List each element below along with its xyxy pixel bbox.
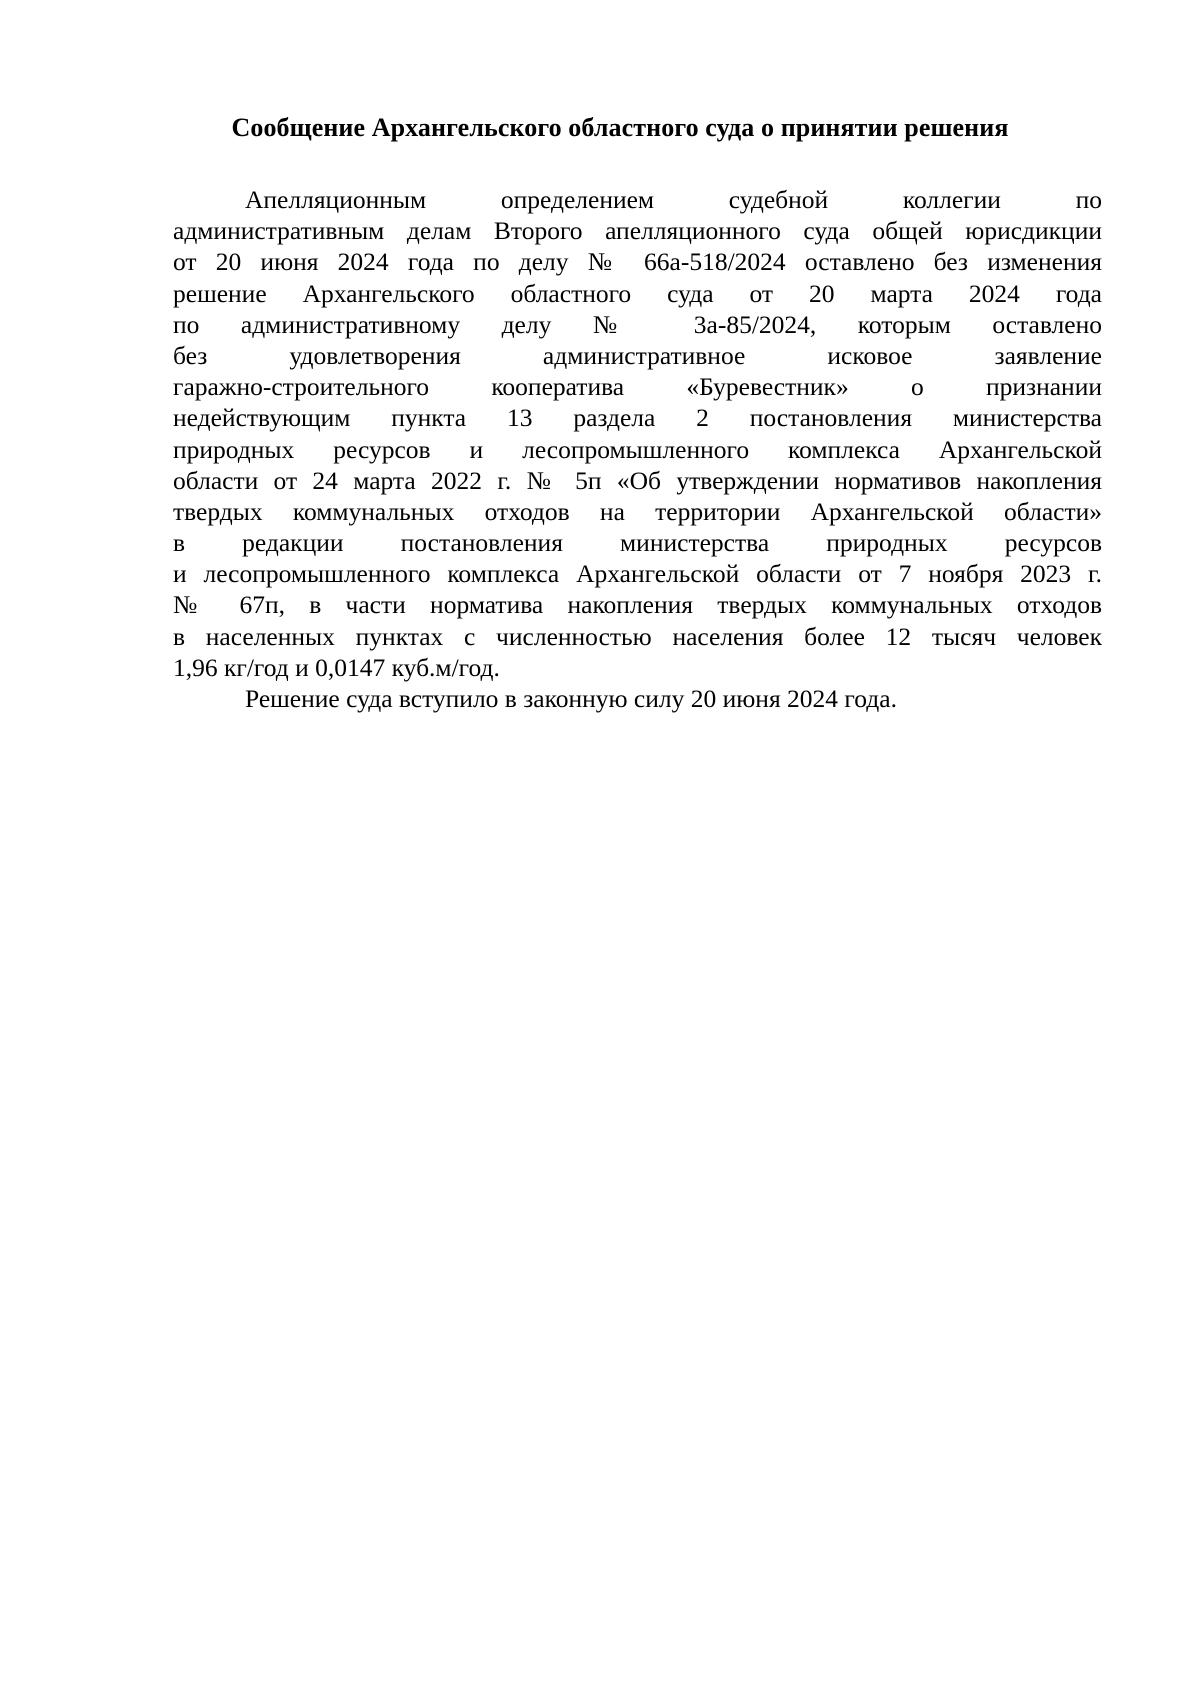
document-title: Сообщение Архангельского областного суда о принятии решения	[231, 113, 1009, 142]
text-line: твердых коммунальных отходов на территории Архангельской области»	[173, 496, 1102, 526]
text-line: природных ресурсов и лесопромышленного комплекса Архангельской	[173, 434, 1102, 464]
text-line: в населенных пунктах с численностью населения более 12 тысяч человек	[173, 621, 1102, 651]
text-line: от 20 июня 2024 года по делу № 66а-518/2024 оставлено без изменения	[173, 247, 1102, 277]
text-line: 1,96 кг/год и 0,0147 куб.м/год.	[173, 652, 500, 682]
text-line: без удовлетворения административное исковое заявление	[173, 340, 1102, 370]
text-line: административным делам Второго апелляционного суда общей юрисдикции	[173, 216, 1102, 246]
text-line: Решение суда вступило в законную силу 20 июня 2024 года.	[245, 684, 897, 713]
paragraph-effective-date	[173, 683, 1102, 714]
text-line: недействующим пункта 13 раздела 2 постановления министерства	[173, 403, 1102, 433]
text-line: области от 24 марта 2022 г. № 5п «Об утверждении нормативов накопления	[173, 465, 1102, 495]
text-line: решение Архангельского областного суда от 20 марта 2024 года	[173, 278, 1102, 308]
text-line: и лесопромышленного комплекса Архангельской области от 7 ноября 2023 г.	[173, 559, 1102, 589]
paragraph-decision	[173, 184, 1102, 683]
text-line: в редакции постановления министерства природных ресурсов	[173, 528, 1102, 558]
text-line: Апелляционным определением судебной коллегии по	[245, 185, 1102, 214]
text-line: по административному делу № 3а-85/2024, которым оставлено	[173, 309, 1102, 339]
text-line: гаражно-строительного кооператива «Буревестник» о признании	[173, 372, 1102, 402]
document-body	[173, 184, 1102, 714]
text-line: № 67п, в части норматива накопления твердых коммунальных отходов	[173, 590, 1102, 620]
